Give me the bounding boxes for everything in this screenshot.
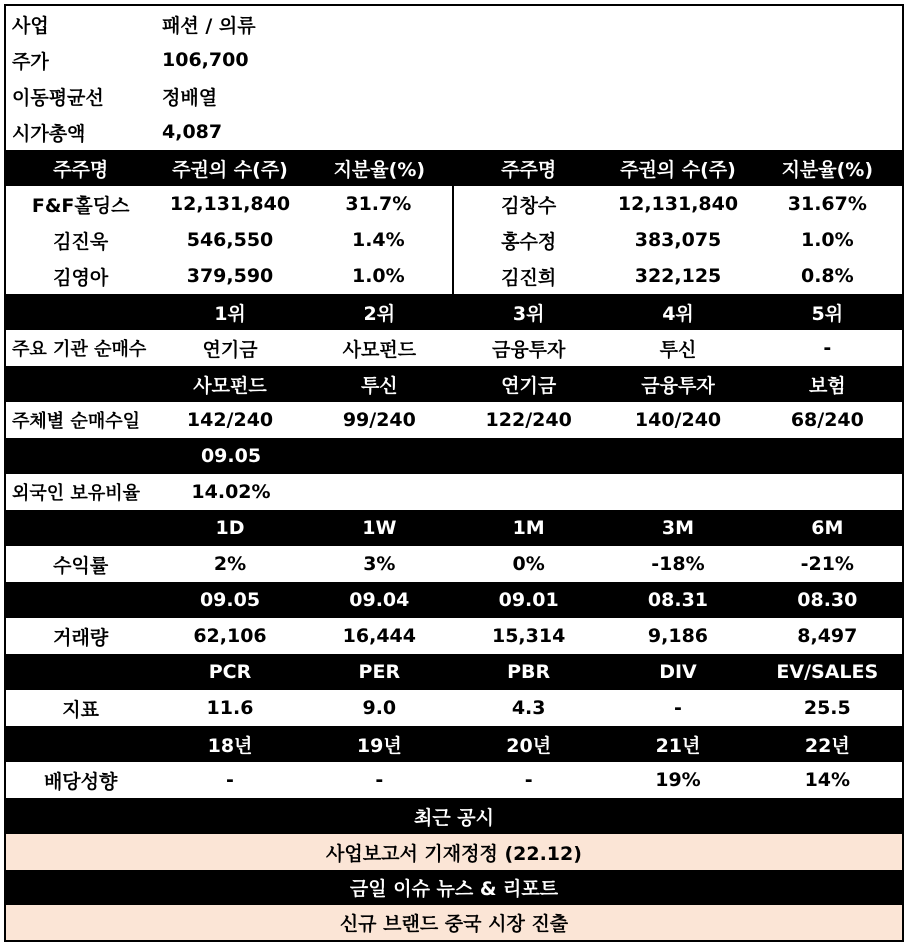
share-count: 12,131,840 xyxy=(169,193,291,215)
news-header-row xyxy=(6,870,902,905)
share-ratio: 1.0% xyxy=(305,258,454,294)
volume-header-row xyxy=(6,582,902,618)
institution-value: 연기금 xyxy=(202,338,258,361)
date-header: 09.05 xyxy=(199,589,261,611)
subject-value: 142/240 xyxy=(186,409,274,431)
info-label: 주가 xyxy=(12,50,49,73)
column-header: 주주명 xyxy=(501,158,557,181)
info-value: 정배열 xyxy=(162,86,218,109)
shareholders-header-row xyxy=(6,150,902,186)
share-count: 12,131,840 xyxy=(617,193,739,215)
shareholder-name: 김창수 xyxy=(501,194,557,217)
row-label: 주요 기관 순매수 xyxy=(12,339,147,360)
info-row-price xyxy=(6,42,902,78)
share-count: 383,075 xyxy=(634,229,722,251)
year-header: 22년 xyxy=(804,734,850,757)
shareholder-name: F&F홀딩스 xyxy=(31,194,130,217)
return-value: -21% xyxy=(800,553,854,575)
subject-header: 보험 xyxy=(808,374,846,397)
dividend-value: - xyxy=(375,769,384,791)
info-value: 4,087 xyxy=(162,121,223,143)
dividend-value: - xyxy=(226,769,234,791)
year-header: 18년 xyxy=(207,734,253,757)
indicator-value: 9.0 xyxy=(362,697,397,719)
row-label: 외국인 보유비율 xyxy=(12,483,140,504)
indicator-header: EV/SALES xyxy=(776,661,879,683)
indicator-header: PBR xyxy=(507,661,551,683)
shareholder-name: 홍수정 xyxy=(501,230,557,253)
foreign-ownership-row xyxy=(6,474,902,510)
return-value: 0% xyxy=(512,553,545,575)
empty-header xyxy=(6,438,156,474)
info-row-moving-average xyxy=(6,78,902,114)
disclosure-item: 사업보고서 기재정정 (22.12) xyxy=(326,842,582,865)
subject-header: 사모펀드 xyxy=(193,374,267,397)
indicator-value: 11.6 xyxy=(206,697,254,719)
row-label: 거래량 xyxy=(53,626,109,649)
volume-value: 15,314 xyxy=(491,625,566,647)
shareholders-table xyxy=(6,186,902,294)
news-item-row xyxy=(6,905,902,940)
share-ratio: 0.8% xyxy=(800,265,854,287)
info-row-business xyxy=(6,6,902,42)
indicator-value: 4.3 xyxy=(511,697,546,719)
period-header: 1M xyxy=(512,517,545,539)
return-value: 3% xyxy=(363,553,396,575)
foreign-date-row xyxy=(6,438,902,474)
share-count: 546,550 xyxy=(186,229,274,251)
column-header: 주주명 xyxy=(53,158,109,181)
volume-value: 8,497 xyxy=(797,625,858,647)
shareholder-name: 김진욱 xyxy=(53,230,109,253)
column-header: 지분율(%) xyxy=(333,158,426,181)
column-header: 주권의 수(주) xyxy=(620,158,736,181)
rank-header: 5위 xyxy=(811,302,844,325)
share-ratio: 31.67% xyxy=(787,193,867,215)
institution-value: 투신 xyxy=(659,338,697,361)
news-item: 신규 브랜드 중국 시장 진출 xyxy=(339,913,569,935)
table-row xyxy=(6,222,902,258)
institution-value: - xyxy=(823,337,832,359)
info-value: 패션 / 의류 xyxy=(162,14,256,37)
subject-value: 140/240 xyxy=(634,409,722,431)
period-header: 1W xyxy=(362,517,397,539)
dividend-value: - xyxy=(524,769,533,791)
column-header: 주권의 수(주) xyxy=(172,158,288,181)
date-header: 08.31 xyxy=(647,589,709,611)
empty-header xyxy=(6,510,155,546)
indicator-header-row xyxy=(6,654,902,690)
year-header: 21년 xyxy=(655,734,701,757)
subject-header: 투신 xyxy=(360,374,398,397)
foreign-date: 09.05 xyxy=(200,445,262,467)
dividend-value: 19% xyxy=(655,769,701,791)
year-header: 19년 xyxy=(356,734,402,757)
date-header: 09.01 xyxy=(498,589,559,611)
stock-summary-sheet xyxy=(4,4,904,942)
info-label: 사업 xyxy=(12,14,49,37)
institution-rank-header-row xyxy=(6,294,902,330)
share-ratio: 1.0% xyxy=(800,229,854,251)
disclosure-header-row xyxy=(6,798,902,834)
info-row-market-cap xyxy=(6,114,902,150)
disclosure-item-row xyxy=(6,834,902,870)
indicator-value: 25.5 xyxy=(803,697,851,719)
share-count: 322,125 xyxy=(634,265,722,287)
indicator-row xyxy=(6,690,902,726)
row-label: 지표 xyxy=(62,698,100,721)
return-value: -18% xyxy=(651,553,705,575)
volume-value: 9,186 xyxy=(647,625,709,647)
returns-header-row xyxy=(6,510,902,546)
empty-header xyxy=(6,294,155,330)
dividend-payout-row xyxy=(6,762,902,798)
rank-header: 2위 xyxy=(363,302,396,325)
volume-value: 16,444 xyxy=(342,625,416,647)
share-ratio: 1.4% xyxy=(305,222,454,258)
period-header: 6M xyxy=(811,517,844,539)
indicator-header: PER xyxy=(358,661,401,683)
empty-header xyxy=(6,654,155,690)
indicator-value: - xyxy=(674,697,682,719)
subject-header: 금융투자 xyxy=(641,374,715,397)
subject-header-row xyxy=(6,366,902,402)
period-header: 1D xyxy=(215,517,245,539)
subject-value: 99/240 xyxy=(342,409,416,431)
shareholder-name: 김진희 xyxy=(501,266,557,289)
rank-header: 4위 xyxy=(662,302,694,325)
row-label: 배당성향 xyxy=(43,770,118,793)
rank-header: 3위 xyxy=(512,302,545,325)
empty-header xyxy=(6,582,155,618)
period-header: 3M xyxy=(661,517,695,539)
empty-header xyxy=(6,726,155,762)
info-value: 106,700 xyxy=(162,49,249,71)
subject-net-buy-days-row xyxy=(6,402,902,438)
date-header: 08.30 xyxy=(797,589,858,611)
institution-value: 사모펀드 xyxy=(342,338,417,361)
news-title: 금일 이슈 뉴스 & 리포트 xyxy=(349,878,559,900)
row-label: 수익률 xyxy=(53,554,109,577)
return-value: 2% xyxy=(213,553,247,575)
share-ratio: 31.7% xyxy=(305,186,454,222)
row-label: 주체별 순매수일 xyxy=(12,411,140,432)
indicator-header: DIV xyxy=(659,661,697,683)
table-row xyxy=(6,258,902,294)
table-row xyxy=(6,186,902,222)
date-header: 09.04 xyxy=(349,589,410,611)
empty-header xyxy=(6,366,155,402)
indicator-header: PCR xyxy=(208,661,252,683)
dividend-value: 14% xyxy=(804,769,851,791)
institution-net-buy-row xyxy=(6,330,902,366)
disclosure-title: 최근 공시 xyxy=(413,806,495,829)
subject-value: 68/240 xyxy=(790,409,864,431)
rank-header: 1위 xyxy=(214,302,246,325)
year-header: 20년 xyxy=(506,734,552,757)
share-count: 379,590 xyxy=(186,265,274,287)
foreign-ownership-value: 14.02% xyxy=(191,481,271,503)
info-label: 시가총액 xyxy=(12,122,86,145)
subject-header: 연기금 xyxy=(501,374,557,397)
volume-row xyxy=(6,618,902,654)
dividend-header-row xyxy=(6,726,902,762)
volume-value: 62,106 xyxy=(193,625,267,647)
subject-value: 122/240 xyxy=(485,409,572,431)
info-label: 이동평균선 xyxy=(12,86,104,109)
institution-value: 금융투자 xyxy=(491,338,566,361)
shareholder-name: 김영아 xyxy=(53,266,109,289)
returns-row xyxy=(6,546,902,582)
column-header: 지분율(%) xyxy=(781,158,874,181)
